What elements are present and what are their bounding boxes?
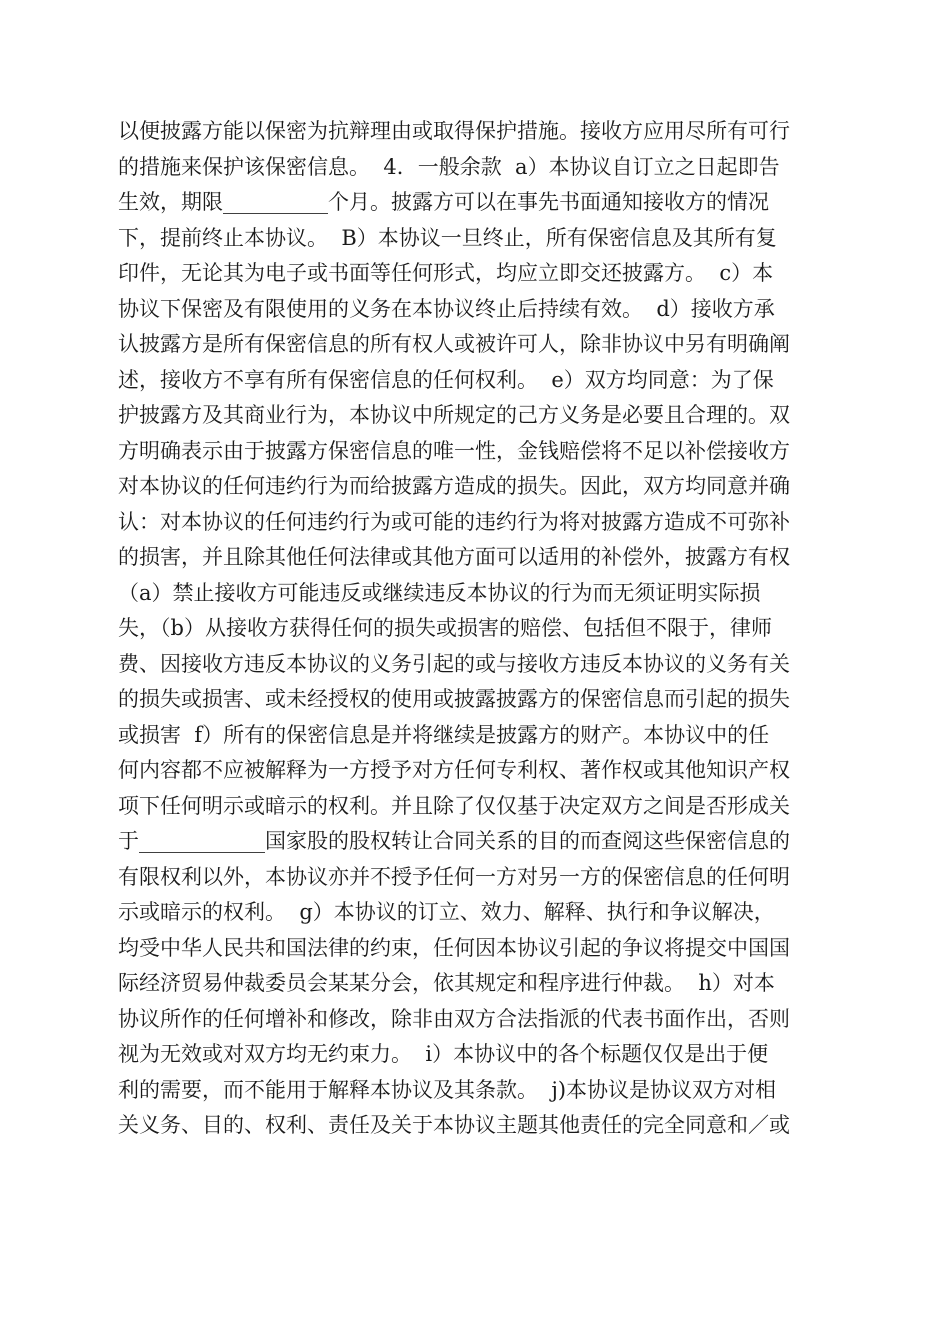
text-line: （a）禁止接收方可能违反或继续违反本协议的行为而无须证明实际损 (118, 580, 761, 605)
text-line: 际经济贸易仲裁委员会某某分会，依其规定和程序进行仲裁。 h）对本 (118, 971, 775, 995)
text-line: 失，（b）从接收方获得任何的损失或损害的赔偿、包括但不限于，律师 (118, 616, 772, 640)
text-line: 下，提前终止本协议。 B）本协议一旦终止，所有保密信息及其所有复 (118, 225, 777, 250)
text-line: 何内容都不应被解释为一方授予对方任何专利权、著作权或其他知识产权 (118, 758, 790, 782)
text-line: 认：对本协议的任何违约行为或可能的违约行为将对披露方造成不可弥补 (118, 509, 790, 534)
text-line: 以便披露方能以保密为抗辩理由或取得保护措施。接收方应用尽所有可行 (118, 119, 790, 143)
text-line: 利的需要，而不能用于解释本协议及其条款。 j)本协议是协议双方对相 (118, 1077, 777, 1102)
text-line: 示或暗示的权利。 g）本协议的订立、效力、解释、执行和争议解决， (118, 900, 775, 924)
text-line: 对本协议的任何违约行为而给披露方造成的损失。因此，双方均同意并确 (118, 474, 790, 498)
text-line: 有限权利以外，本协议亦并不授予任何一方对另一方的保密信息的任何明 (118, 864, 790, 889)
text-line: 费、因接收方违反本协议的义务引起的或与接收方违反本协议的义务有关 (118, 651, 790, 676)
text-line: 于____________国家股的股权转让合同关系的目的而查阅这些保密信息的 (118, 829, 790, 853)
text-line: 述，接收方不享有所有保密信息的任何权利。 e）双方均同意：为了保 (118, 367, 774, 392)
text-line: 关义务、目的、权利、责任及关于本协议主题其他责任的完全同意和／或 (118, 1113, 790, 1137)
text-line: 生效，期限__________个月。披露方可以在事先书面通知接收方的情况 (118, 190, 769, 214)
text-line: 协议下保密及有限使用的义务在本协议终止后持续有效。 d）接收方承 (118, 296, 775, 321)
text-line: 协议所作的任何增补和修改，除非由双方合法指派的代表书面作出，否则 (118, 1006, 790, 1031)
text-line: 或损害 f）所有的保密信息是并将继续是披露方的财产。本协议中的任 (118, 722, 770, 747)
text-line: 的措施来保护该保密信息。 4．一般余款 a）本协议自订立之日起即告 (118, 154, 780, 179)
text-line: 视为无效或对双方均无约束力。 i）本协议中的各个标题仅仅是出于便 (118, 1042, 769, 1066)
text-line: 的损失或损害、或未经授权的使用或披露披露方的保密信息而引起的损失 (118, 687, 790, 711)
text-line: 印件，无论其为电子或书面等任何形式，均应立即交还披露方。 c）本 (118, 261, 774, 285)
text-line: 护披露方及其商业行为，本协议中所规定的己方义务是必要且合理的。双 (118, 403, 790, 427)
body-text (118, 114, 838, 1144)
text-line: 认披露方是所有保密信息的所有权人或被许可人，除非协议中另有明确阐 (118, 332, 790, 356)
text-line: 方明确表示由于披露方保密信息的唯一性，金钱赔偿将不足以补偿接收方 (118, 438, 790, 463)
text-line: 均受中华人民共和国法律的约束，任何因本协议引起的争议将提交中国国 (118, 935, 790, 960)
text-line: 的损害，并且除其他任何法律或其他方面可以适用的补偿外，披露方有权 (118, 545, 790, 569)
text-line: 项下任何明示或暗示的权利。并且除了仅仅基于决定双方之间是否形成关 (118, 793, 790, 818)
